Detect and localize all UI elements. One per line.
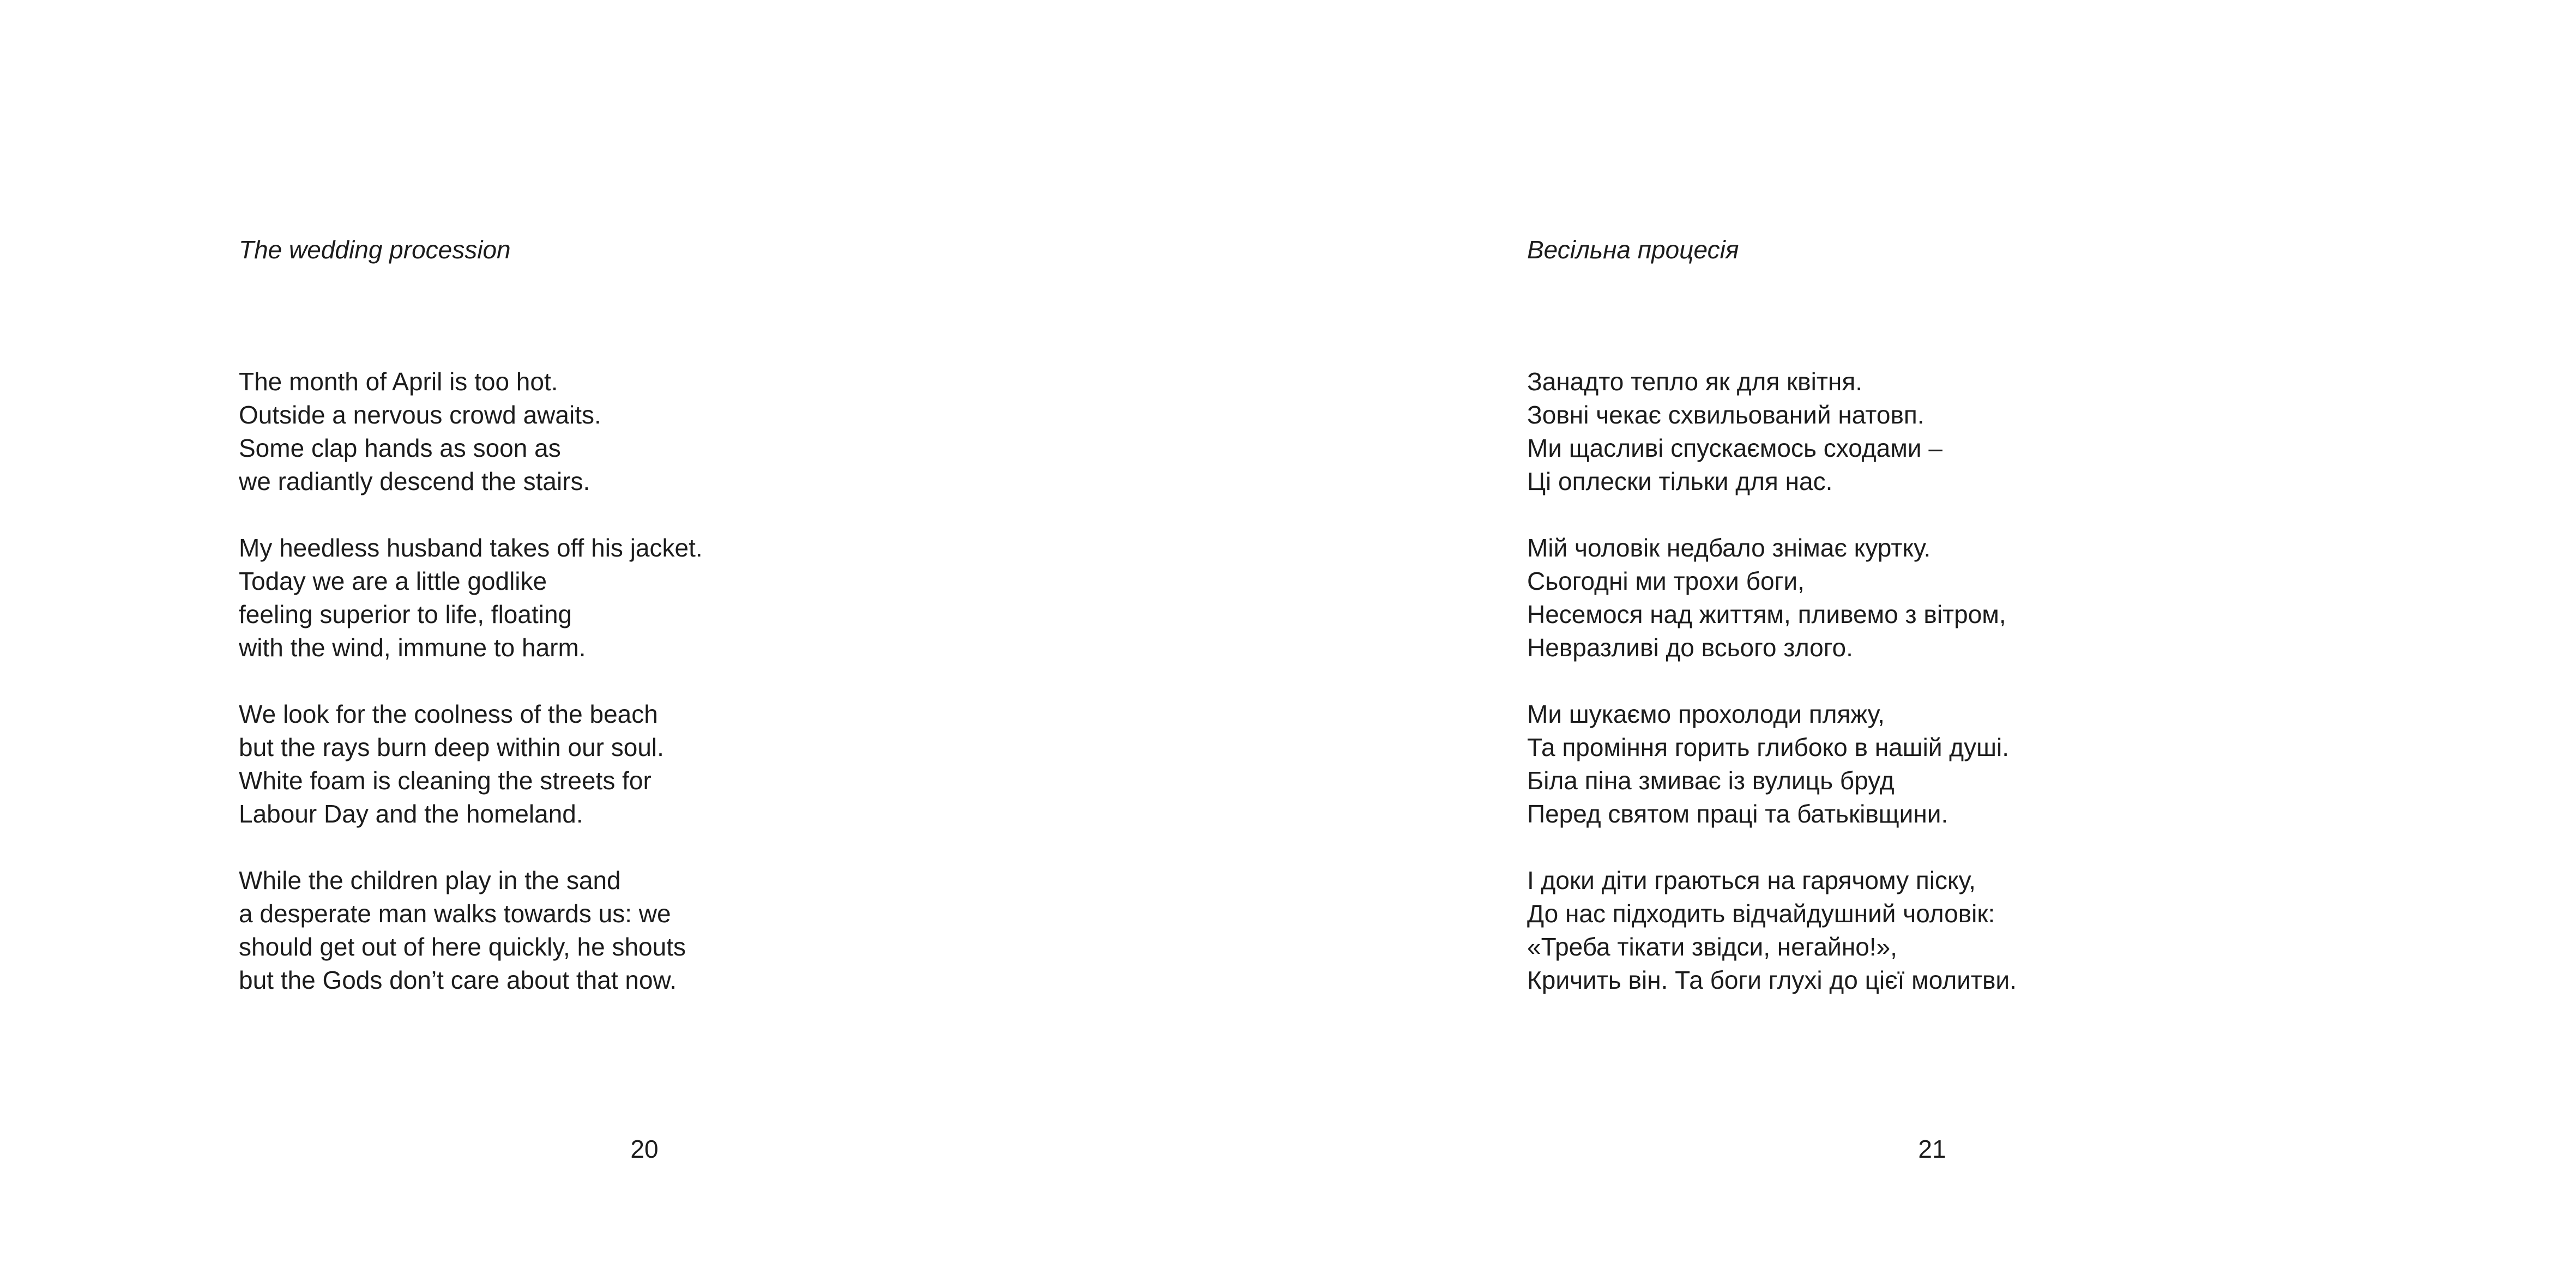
stanza [239,531,703,664]
right-page [1288,0,2576,1288]
poem-line: Сьогодні ми трохи боги, [1527,567,1805,595]
page-number-left: 20 [630,1135,659,1163]
poem-line: Labour Day and the homeland. [239,800,583,828]
poem-line: We look for the coolness of the beach [239,700,658,728]
poem-body-ukrainian [1527,365,2017,1030]
poem-line: we radiantly descend the stairs. [239,467,590,495]
poem-line: «Треба тікати звідси, негайно!», [1527,933,1897,961]
poem-line: Some clap hands as soon as [239,434,561,462]
poem-line: Несемося над життям, пливемо з вітром, [1527,600,2006,628]
poem-line: with the wind, immune to harm. [239,633,586,662]
poem-line: Біла піна змиває із вулиць бруд [1527,766,1895,795]
poem-line: І доки діти граються на гарячому піску, [1527,866,1976,894]
poem-line: Today we are a little godlike [239,567,547,595]
poem-title-ukrainian: Весільна процесія [1527,235,1739,264]
poem-line: Ми шукаємо прохолоди пляжу, [1527,700,1885,728]
poem-line: should get out of here quickly, he shouts [239,933,686,961]
poem-line: Кричить він. Та боги глухі до цієї молитви. [1527,966,2017,994]
poem-line: feeling superior to life, floating [239,600,572,628]
poem-line: My heedless husband takes off his jacket. [239,534,703,562]
poem-line: While the children play in the sand [239,866,621,894]
poem-line: The month of April is too hot. [239,367,558,396]
poem-line: Невразливі до всього злого. [1527,633,1853,662]
poem-line: a desperate man walks towards us: we [239,899,671,928]
poem-line: Ці оплески тільки для нас. [1527,467,1833,495]
poem-line: До нас підходить відчайдушний чоловік: [1527,899,1995,928]
poem-line: Мій чоловік недбало знімає куртку. [1527,534,1931,562]
poem-line: but the rays burn deep within our soul. [239,733,664,761]
stanza [1527,698,2017,831]
poem-line: White foam is cleaning the streets for [239,766,651,795]
poem-title-english: The wedding procession [239,235,511,264]
stanza [1527,864,2017,997]
poem-line: Outside a nervous crowd awaits. [239,401,601,429]
poem-line: but the Gods don’t care about that now. [239,966,677,994]
poem-line: Та проміння горить глибоко в нашій душі. [1527,733,2010,761]
stanza [1527,531,2017,664]
poem-line: Зовні чекає схвильований натовп. [1527,401,1925,429]
page-number-right: 21 [1918,1135,1946,1163]
poem-line: Занадто тепло як для квітня. [1527,367,1863,396]
poem-body-english [239,365,703,1030]
stanza [1527,365,2017,498]
stanza [239,365,703,498]
stanza [239,698,703,831]
poem-line: Ми щасливі спускаємось сходами – [1527,434,1942,462]
stanza [239,864,703,997]
poem-line: Перед святом праці та батьківщини. [1527,800,1948,828]
